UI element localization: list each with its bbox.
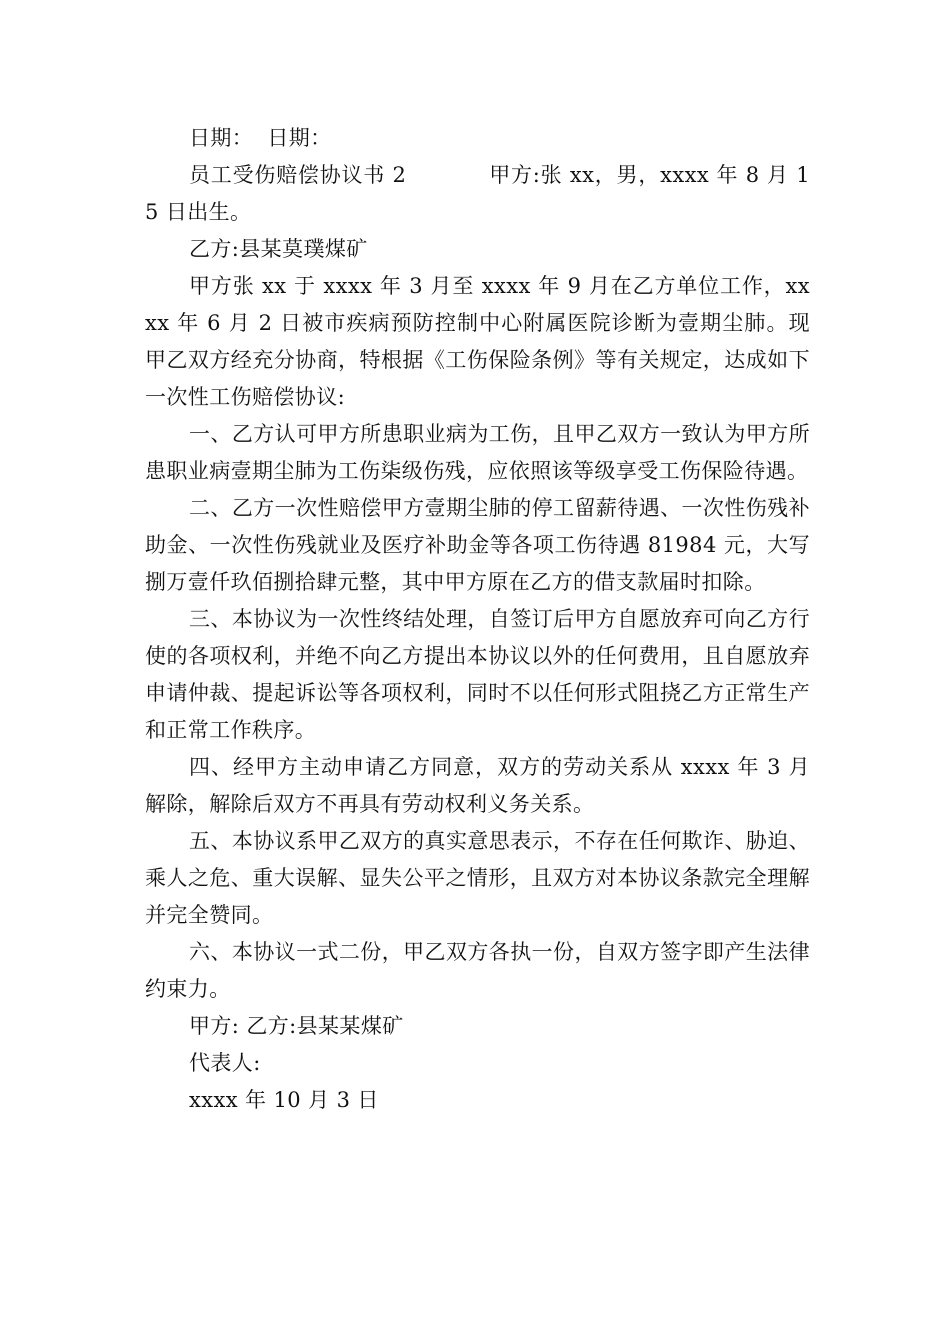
document-body <box>145 120 810 1119</box>
preamble-paragraph: 甲方张 xx 于 xxxx 年 3 月至 xxxx 年 9 月在乙方单位工作，xxxx 年 6 月 2 日被市疾病预防控制中心附属医院诊断为壹期尘肺。现甲乙双方经充分协商，特根据《工伤保险条例》等有关规定，达成如下一次性工伤赔偿协议: <box>145 274 810 409</box>
signature-parties-line: 甲方: 乙方:县某某煤矿 <box>189 1014 404 1038</box>
clause-5: 五、本协议系甲乙双方的真实意思表示，不存在任何欺诈、胁迫、乘人之危、重大误解、显失公平之情形，且双方对本协议条款完全理解并完全赞同。 <box>145 829 810 927</box>
clause-1: 一、乙方认可甲方所患职业病为工伤，且甲乙双方一致认为甲方所患职业病壹期尘肺为工伤柒级伤残，应依照该等级享受工伤保险待遇。 <box>145 422 810 483</box>
clause-4: 四、经甲方主动申请乙方同意，双方的劳动关系从 xxxx 年 3 月解除，解除后双方不再具有劳动权利义务关系。 <box>145 755 810 816</box>
clause-2: 二、乙方一次性赔偿甲方壹期尘肺的停工留薪待遇、一次性伤残补助金、一次性伤残就业及医疗补助金等各项工伤待遇 81984 元，大写捌万壹仟玖佰捌拾肆元整，其中甲方原在乙方的借支款届时扣除。 <box>145 496 810 594</box>
clause-6: 六、本协议一式二份，甲乙双方各执一份，自双方签字即产生法律约束力。 <box>145 940 810 1001</box>
clause-3: 三、本协议为一次性终结处理，自签订后甲方自愿放弃可向乙方行使的各项权利，并绝不向乙方提出本协议以外的任何费用，且自愿放弃申请仲裁、提起诉讼等各项权利，同时不以任何形式阻挠乙方正常生产和正常工作秩序。 <box>145 607 810 742</box>
date-line: 日期： 日期： <box>189 126 332 150</box>
representative-line: 代表人: <box>189 1051 261 1075</box>
title-and-party-a-line: 员工受伤赔偿协议书 2 甲方:张 xx，男，xxxx 年 8 月 15 日出生。 <box>145 163 810 224</box>
party-b-line: 乙方:县某莫璞煤矿 <box>189 237 368 261</box>
signing-date-line: xxxx 年 10 月 3 日 <box>189 1088 379 1112</box>
